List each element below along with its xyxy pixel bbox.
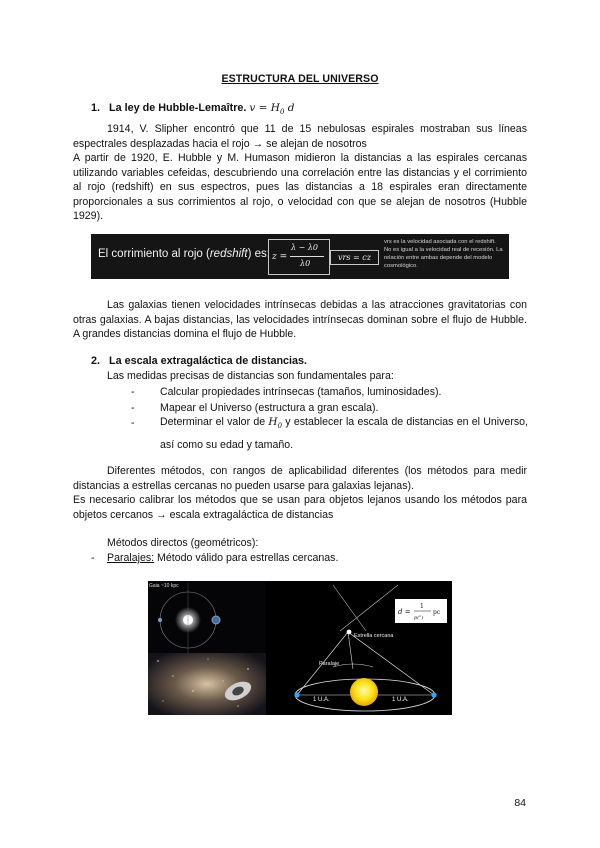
section-2-title: La escala extragaláctica de distancias. [109, 355, 308, 367]
sight-line-2 [340, 585, 398, 631]
parallax-label: Paralajes: [107, 552, 155, 564]
nearby-star [347, 630, 352, 635]
paragraph-intrinsic-velocities: Las galaxias tienen velocidades intrínsecas debidas a las atracciones gravitatorias con otras galaxias. A bajas distancias, las velocidades intrínsecas dominan sobre el flujo de Hubble. A grandes distancias domina el flujo de Hubble. [73, 299, 527, 341]
section-1-heading [91, 102, 295, 116]
section-2-intro: Las medidas precisas de distancias son fundamentales para: [107, 370, 394, 382]
formula-unit: pc [433, 609, 441, 616]
redshift-label: El corrimiento al rojo (redshift) es: [98, 248, 270, 260]
earth-right [212, 616, 220, 624]
gaia-corner-label: Gaia ~10 kpc [149, 583, 179, 589]
parallax-illustration [148, 581, 452, 715]
parallax-text: Método válido para estrellas cercanas. [154, 552, 339, 564]
recession-velocity-formula: vrs = cz [330, 250, 379, 265]
hubble-constant-symbol: $H_0$ [268, 416, 283, 431]
direct-methods-heading: Métodos directos (geométricos): [107, 537, 259, 549]
redshift-velocity-note: vrs es la velocidad asociada con el redshift. No es igual a la velocidad real de recesión. La relación entre ambas depende del modelo cosmológico. [384, 239, 503, 269]
section-2-number: 2. [91, 355, 101, 367]
paragraph-slipher: 1914, V. Slipher encontró que 11 de 15 nebulosas espirales mostraban sus líneas espectrales desplazadas hacia el rojo → se alejan de nosotros [73, 123, 527, 150]
au-right-label: 1 U.A. [392, 697, 409, 703]
parallax-angle-label: Paralaje [319, 661, 340, 667]
sight-line-1 [333, 585, 366, 631]
paragraph-methods: Diferentes métodos, con rangos de aplicabilidad diferentes (los métodos para medir distancias a estrellas cercanas no pueden usarse para galaxias lejanas). [73, 465, 527, 492]
redshift-formula-banner [91, 234, 509, 279]
paragraph-calibration: Es necesario calibrar los métodos que se usan para objetos lejanos usando los métodos para objetos cercanos → escala extragaláctica de distancias [73, 494, 527, 521]
dash-parallax: - [91, 552, 95, 564]
section-2-heading [91, 355, 307, 367]
page-title: ESTRUCTURA DEL UNIVERSO [221, 73, 379, 85]
star-label: Estrella cercana [354, 633, 394, 639]
sun-right [350, 678, 378, 706]
parallax-figure [148, 581, 452, 715]
formula-num: 1 [420, 603, 424, 610]
bullet-item: Calcular propiedades intrínsecas (tamaños, luminosidades). [160, 386, 442, 398]
earth-position-left [294, 692, 299, 697]
bullet-item: Determinar el valor de $H_0$ y establecer la escala de distancias en el Universo, así como su edad y tamaño. [160, 416, 528, 452]
au-left-label: 1 U.A. [313, 697, 330, 703]
bullet-dash: - [131, 417, 135, 429]
formula-den: p(") [414, 615, 424, 621]
section-1-number: 1. [91, 102, 101, 114]
hubble-law-formula: $v = H_0$ d [249, 102, 295, 117]
earth-position-right [431, 692, 436, 697]
gaia-orbit-panel [148, 581, 266, 653]
bullet-dash: - [131, 386, 135, 398]
section-1-title: La ley de Hubble-Lemaître. [109, 102, 247, 114]
bullet-dash: - [131, 402, 135, 414]
paragraph-hubble-humason: A partir de 1920, E. Hubble y M. Humason midieron la distancias a las espirales cercanas utilizando variables cefeidas, descubriendo una correlación entre las distancias y el corrimiento al rojo (redshift) en sus espectros, pues las distancias a 18 espirales eran directamente proporcionales a sus corrimientos al rojo, o velocidad con que se alejan de nosotros (Hubble 1929). [73, 152, 527, 223]
earth-left [158, 618, 162, 622]
bullet-item: Mapear el Universo (estructura a gran escala). [160, 402, 379, 414]
redshift-z-formula: z = λ − λ0 λ0 [268, 239, 330, 275]
parallax-item [107, 552, 338, 564]
page-number: 84 [514, 797, 526, 809]
formula-d: d = [398, 608, 411, 616]
